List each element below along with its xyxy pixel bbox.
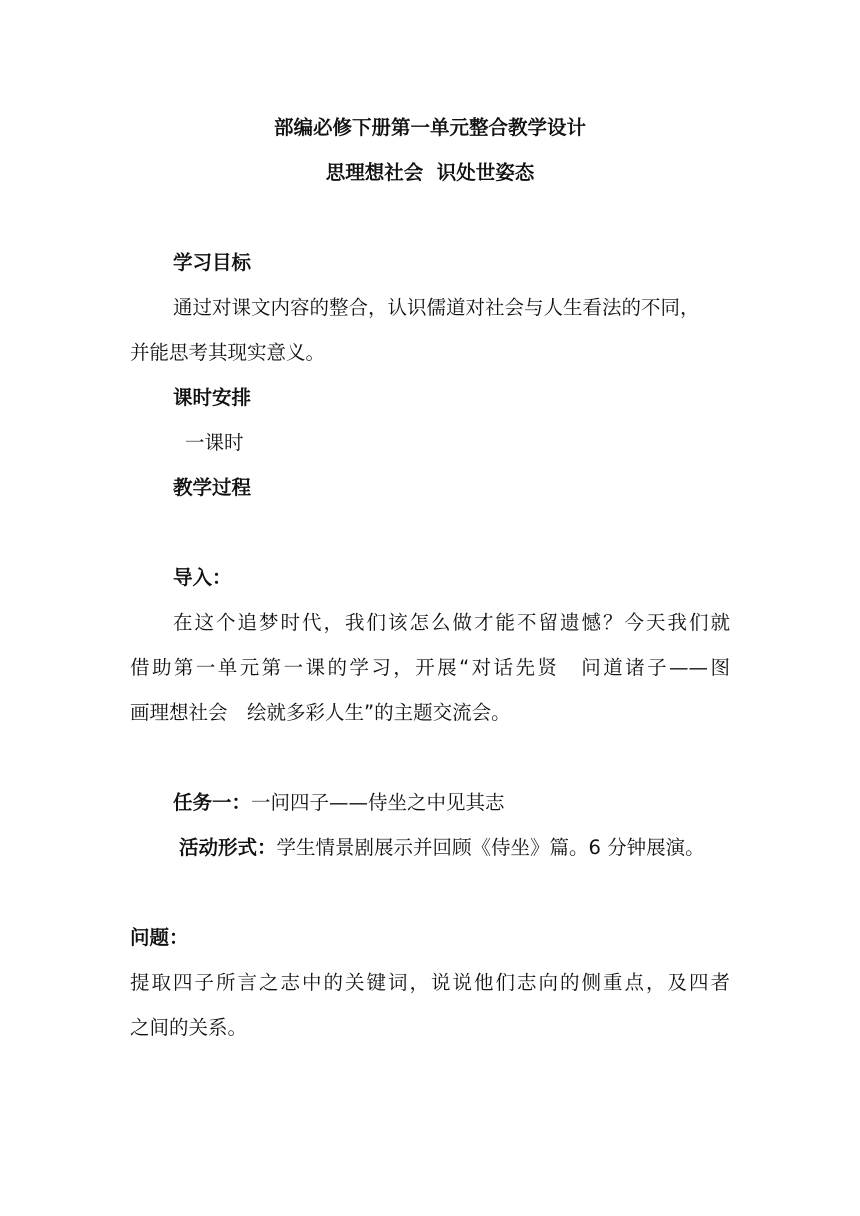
intro-line3: 画理想社会 绘就多彩人生”的主题交流会。: [130, 701, 511, 724]
task1-text: 一问四子——侍坐之中见其志: [251, 791, 505, 814]
process-heading: 教学过程: [173, 476, 252, 499]
schedule-heading: 课时安排: [173, 386, 252, 409]
intro-heading: 导入：: [173, 566, 232, 589]
intro-line1: 在这个追梦时代，我们该怎么做才能不留遗憾？今天我们就: [173, 611, 730, 634]
objectives-heading: 学习目标: [173, 251, 252, 274]
question-heading: 问题：: [130, 926, 189, 949]
objectives-text-line1: 通过对课文内容的整合，认识儒道对社会与人生看法的不同，: [173, 296, 700, 319]
task1-line: [173, 791, 773, 815]
question-line1: 提取四子所言之志中的关键词，说说他们志向的侧重点，及四者: [130, 971, 730, 994]
schedule-text: 一课时: [185, 431, 244, 454]
task1-activity-label: 活动形式：: [179, 836, 277, 859]
task1-activity-text: 学生情景剧展示并回顾《侍坐》篇。6 分钟展演。: [276, 836, 705, 859]
intro-line2: 借助第一单元第一课的学习，开展“对话先贤 问道诸子——图: [130, 656, 730, 679]
objectives-text-line2: 并能思考其现实意义。: [130, 341, 326, 364]
question-line2: 之间的关系。: [130, 1016, 248, 1039]
document-subtitle: 思理想社会 识处世姿态: [325, 161, 535, 184]
task1-activity-line: [179, 836, 730, 860]
task1-label: 任务一：: [173, 791, 252, 814]
document-title: 部编必修下册第一单元整合教学设计: [273, 116, 586, 139]
